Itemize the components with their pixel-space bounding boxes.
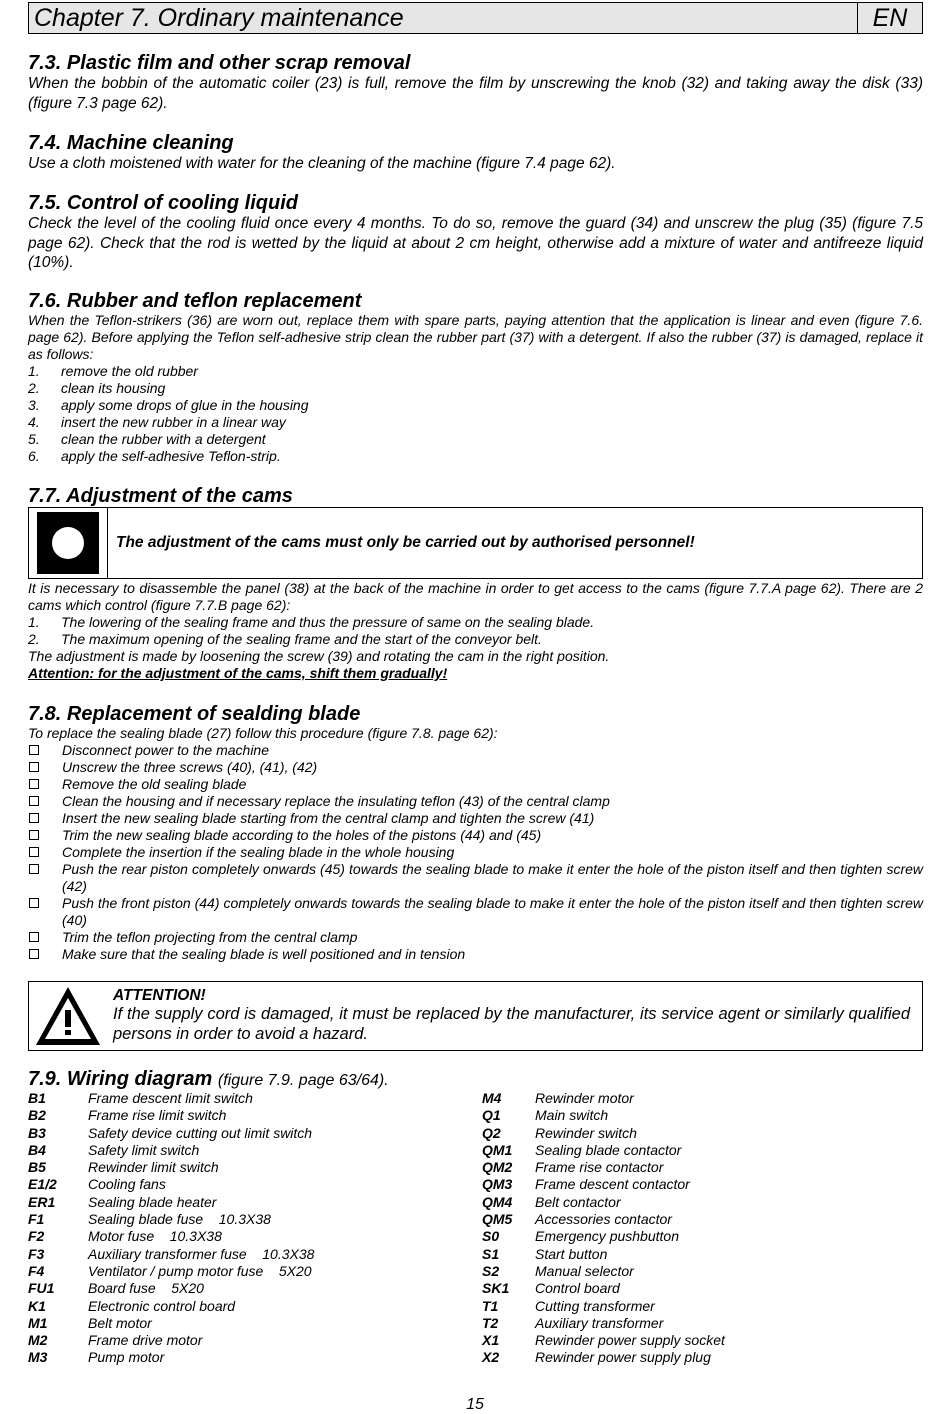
legend-row: F4 Ventilator / pump motor fuse 5X20: [28, 1262, 312, 1279]
legend-row: X1 Rewinder power supply socket: [482, 1332, 725, 1349]
checkbox-icon: [29, 847, 39, 857]
legend-row: ER1 Sealing blade heater: [28, 1193, 217, 1210]
section-text: Check the level of the cooling fluid once every 4 months. To do so, remove the guard (34) and unscrew the plug (35) (figure 7.5 page 62). Check that the rod is wetted by the liquid at about 2 cm height, otherwise add a mixture of water and antifreeze liquid (10%).: [28, 215, 923, 271]
figure-reference: (figure 7.9. page 63/64).: [217, 1072, 389, 1089]
checkbox-icon: [29, 813, 39, 823]
section-7-5: [28, 192, 923, 273]
checkbox-icon: [29, 898, 39, 908]
list-item: 5. clean the rubber with a detergent: [28, 431, 266, 447]
legend-row: Q1 Main switch: [482, 1107, 609, 1124]
section-7-7: [28, 485, 923, 507]
legend-row: QM5 Accessories contactor: [482, 1211, 672, 1228]
list-item: Clean the housing and if necessary replace the insulating teflon (43) of the central clamp: [28, 793, 923, 810]
list-item: Trim the teflon projecting from the central clamp: [28, 929, 923, 946]
section-heading: 7.8. Replacement of sealding blade: [28, 703, 361, 725]
list-item: Unscrew the three screws (40), (41), (42): [28, 759, 923, 776]
section-text: Use a cloth moistened with water for the cleaning of the machine (figure 7.4 page 62).: [28, 155, 616, 172]
legend-row: S1 Start button: [482, 1245, 608, 1262]
section-7-8: [28, 703, 923, 963]
list-item: Complete the insertion if the sealing blade in the whole housing: [28, 844, 923, 861]
legend-row: QM4 Belt contactor: [482, 1193, 621, 1210]
legend-row: M3 Pump motor: [28, 1349, 165, 1366]
warning-triangle-icon: [33, 984, 103, 1048]
legend-row: S2 Manual selector: [482, 1262, 634, 1279]
checkbox-icon: [29, 762, 39, 772]
list-item: Make sure that the sealing blade is well positioned and in tension: [28, 946, 923, 963]
notice-text: The adjustment of the cams must only be carried out by authorised personnel!: [116, 534, 695, 551]
list-item: Push the front piston (44) completely onwards towards the sealing blade to make it enter the hole of the piston itself and then tighten screw (40): [28, 895, 923, 929]
checkbox-icon: [29, 779, 39, 789]
mandatory-action-icon: [37, 512, 99, 574]
section-heading: 7.4. Machine cleaning: [28, 132, 234, 154]
warning-text: If the supply cord is damaged, it must be replaced by the manufacturer, its service agent or similarly qualified persons in order to avoid a hazard.: [113, 1005, 910, 1043]
legend-row: F2 Motor fuse 10.3X38: [28, 1228, 222, 1245]
rubber-steps-list: [28, 363, 923, 465]
legend-row: FU1 Board fuse 5X20: [28, 1280, 204, 1297]
section-7-4: [28, 132, 923, 174]
legend-row: E1/2 Cooling fans: [28, 1176, 166, 1193]
checkbox-icon: [29, 745, 39, 755]
wiring-legend-left: [28, 1090, 314, 1367]
legend-row: SK1 Control board: [482, 1280, 620, 1297]
language-label: EN: [872, 4, 908, 32]
page-number: 15: [466, 1396, 484, 1413]
chapter-header: [28, 2, 923, 34]
list-item: Disconnect power to the machine: [28, 742, 923, 759]
section-text: When the bobbin of the automatic coiler (23) is full, remove the film by unscrewing the knob (32) and taking away the disk (33) (figure 7.3 page 62).: [28, 75, 923, 112]
authorised-personnel-notice: [28, 507, 923, 579]
warning-title: ATTENTION!: [113, 987, 206, 1004]
section-7-6: [28, 290, 923, 465]
section-text: It is necessary to disassemble the panel (38) at the back of the machine in order to get access to the cams (figure 7.7.A page 62). There are 2 cams which control (figure 7.7.B page 62):: [28, 580, 923, 613]
legend-row: Q2 Rewinder switch: [482, 1124, 637, 1141]
checkbox-icon: [29, 796, 39, 806]
list-item: Insert the new sealing blade starting from the central clamp and tighten the screw (41): [28, 810, 923, 827]
checkbox-icon: [29, 864, 39, 874]
legend-row: B2 Frame rise limit switch: [28, 1107, 227, 1124]
warning-icon-cell: [29, 982, 107, 1050]
list-item: 2. clean its housing: [28, 380, 166, 396]
section-7-7-body: [28, 580, 923, 682]
list-item: 6. apply the self-adhesive Teflon-strip.: [28, 448, 281, 464]
legend-row: F3 Auxiliary transformer fuse 10.3X38: [28, 1245, 315, 1262]
legend-row: QM3 Frame descent contactor: [482, 1176, 690, 1193]
legend-row: B4 Safety limit switch: [28, 1141, 200, 1158]
legend-row: T2 Auxiliary transformer: [482, 1314, 664, 1331]
notice-icon-cell: [29, 508, 108, 578]
legend-row: B3 Safety device cutting out limit switch: [28, 1124, 313, 1141]
section-heading: 7.7. Adjustment of the cams: [28, 485, 293, 507]
section-7-9: [28, 1068, 923, 1092]
section-intro: To replace the sealing blade (27) follow this procedure (figure 7.8. page 62):: [28, 725, 498, 741]
legend-row: QM1 Sealing blade contactor: [482, 1141, 682, 1158]
section-heading: 7.9. Wiring diagram (figure 7.9. page 63/64).: [28, 1068, 389, 1090]
section-heading: 7.3. Plastic film and other scrap removal: [28, 52, 411, 74]
legend-row: S0 Emergency pushbutton: [482, 1228, 679, 1245]
chapter-title: Chapter 7. Ordinary maintenance: [29, 3, 858, 33]
legend-row: B5 Rewinder limit switch: [28, 1159, 219, 1176]
list-item: 1. remove the old rubber: [28, 363, 198, 379]
page: [28, 2, 923, 1366]
legend-row: QM2 Frame rise contactor: [482, 1159, 664, 1176]
legend-row: T1 Cutting transformer: [482, 1297, 655, 1314]
blade-procedure-list: [28, 742, 923, 963]
legend-row: M4 Rewinder motor: [482, 1090, 634, 1106]
list-item: Remove the old sealing blade: [28, 776, 923, 793]
legend-row: K1 Electronic control board: [28, 1297, 236, 1314]
cams-list: [28, 614, 923, 648]
legend-row: M1 Belt motor: [28, 1314, 152, 1331]
list-item: 2. The maximum opening of the sealing frame and the start of the conveyor belt.: [28, 631, 542, 647]
legend-row: B1 Frame descent limit switch: [28, 1090, 253, 1106]
legend-row: M2 Frame drive motor: [28, 1332, 203, 1349]
checkbox-icon: [29, 949, 39, 959]
list-item: Push the rear piston completely onwards (45) towards the sealing blade to make it enter the hole of the piston itself and then tighten screw (42): [28, 861, 923, 895]
section-heading: 7.6. Rubber and teflon replacement: [28, 290, 362, 312]
section-heading: 7.5. Control of cooling liquid: [28, 192, 298, 214]
wiring-legend-right: [482, 1090, 725, 1367]
checkbox-icon: [29, 932, 39, 942]
adjustment-text: The adjustment is made by loosening the screw (39) and rotating the cam in the right position.: [28, 648, 610, 664]
list-item: Trim the new sealing blade according to the holes of the pistons (44) and (45): [28, 827, 923, 844]
list-item: 4. insert the new rubber in a linear way: [28, 414, 286, 430]
legend-row: X2 Rewinder power supply plug: [482, 1349, 711, 1366]
section-7-3: [28, 52, 923, 113]
legend-row: F1 Sealing blade fuse 10.3X38: [28, 1211, 271, 1228]
warning-content: [107, 982, 922, 1050]
cams-attention: Attention: for the adjustment of the cams, shift them gradually!: [28, 665, 448, 681]
section-text: When the Teflon-strikers (36) are worn out, replace them with spare parts, paying attention that the application is linear and even (figure 7.6. page 62). Before applying the Teflon self-adhesive strip clean the rubber part (37) with a detergent. If also the rubber (37) is damaged, replace it as follows:: [28, 312, 923, 362]
list-item: 1. The lowering of the sealing frame and thus the pressure of same on the sealing blade.: [28, 614, 595, 630]
supply-cord-warning: [28, 981, 923, 1051]
checkbox-icon: [29, 830, 39, 840]
list-item: 3. apply some drops of glue in the housing: [28, 397, 309, 413]
